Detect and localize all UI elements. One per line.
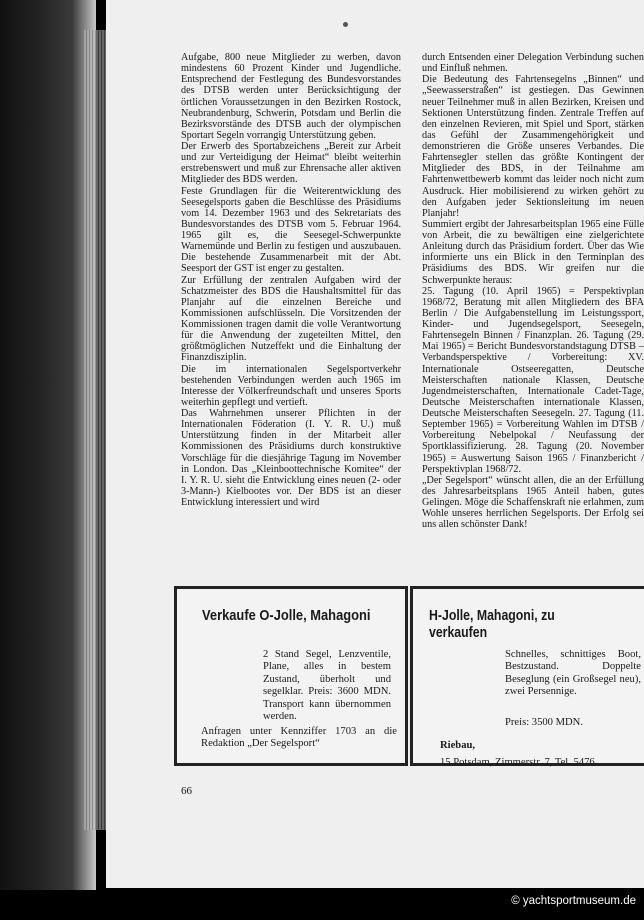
page-edges (84, 30, 106, 830)
paragraph: Die Bedeutung des Fahrtensegelns „Binnen“ und „Seewasserstraßen“ ist gestiegen. Das Gewinnen neuer Teilnehmer muß in allen Bezirken, Kreisen und Sektionen Unterstützung finden. Zentrale Treffen auf den einzelnen Revieren, mit Spiel und Sport, stärken das Gefühl der Zusammengehörigkeit und demonstrieren die Größe unseres Verbandes. Die Fahrtensegler stellen das größte Kontingent der Mitglieder des BDS, in der Teilnahme am Fahrtenwettbewerb kommt das leider noch nicht zum Ausdruck. Hier mobilisierend zu wirken gehört zu den Aufgaben jeder Sektionsleitung im neuen Planjahr! (422, 74, 644, 219)
left-column (181, 52, 401, 508)
paragraph: durch Entsenden einer Delegation Verbindung suchen und Einfluß nehmen. (422, 52, 644, 75)
paragraph: 25. Tagung (10. April 1965) = Perspektivplan 1968/72, Beratung mit allen Mitgliedern des BFA Berlin / Die Aufgabenstellung im Leistungssport, Kinder- und Jugendsegelsport, Seesegeln, Fahrtensegeln Binnen / Finanzplan. 26. Tagung (29. Mai 1965) = Bericht Bundesvorstandstagung DTSB – Verbandsperspektive / Vorbereitung: XV. Internationale Ostseeregatten, Deutsche Meisterschaften nationale Klassen, Deutsche Jugendmeisterschaften, Internationale Cadet-Tage, Deutsche Meisterschaften internationale Klassen, Deutsche Meisterschaften Seesegeln. 27. Tagung (11. September 1965) = Vorbereitung Wahlen im DTSB / Vorbereitung Nebelpokal / Neufassung der Sportklassifizierung. 28. Tagung (20. November 1965) = Auswertung Saison 1965 / Finanzbericht / Perspektivplan 1968/72. (422, 285, 644, 475)
page-dot (343, 22, 348, 27)
ad-title: H-Jolle, Mahagoni, zu verkaufen (429, 607, 555, 641)
paragraph: Feste Grundlagen für die Weiterentwicklung des Seesegelsports gaben die Beschlüsse des Präsidiums vom 14. Dezember 1963 und des Sekretariats des Bundesvorstandes des DTSB vom 5. Februar 1964. 1965 gilt es, die Seesegel-Schwerpunkte Warnemünde und Berlin zu festigen und auszubauen. Die bestehende Zusammenarbeit mit der Abt. Seesport der GST ist enger zu gestalten. (181, 185, 401, 275)
ad-body: 2 Stand Segel, Lenzventile, Plane, alles in bestem Zustand, überholt und segelklar. Preis: 3600 MDN. Transport kann übernommen werden. (263, 649, 391, 723)
classified-ad-o-jolle (174, 586, 408, 766)
book-spine (0, 0, 96, 890)
paragraph: Summiert ergibt der Jahresarbeitsplan 1965 eine Fülle von Arbeit, die zu bewältigen eine zielgerichtete Anleitung durch das Präsidium fordert. Über das Wie informierte uns ein Blick in den Terminplan des Präsidiums des BDS. Wir greifen nur die Schwerpunkte heraus: (422, 218, 644, 286)
paragraph: Aufgabe, 800 neue Mitglieder zu werben, davon mindestens 60 Prozent Kinder und Jugendliche. Entsprechend der Festlegung des Bundesvorstandes des DTSB werden unter Berücksichtigung der örtlichen Voraussetzungen in den Bezirken Rostock, Neubrandenburg, Schwerin, Potsdam und Berlin die Bezirksvorstände des DTSB auch der olympischen Sportart Segeln vorrangig Unterstützung geben. (181, 52, 401, 141)
paragraph: Zur Erfüllung der zentralen Aufgaben wird der Schatzmeister des BDS die Haushaltsmittel für das Planjahr auf die einzelnen Bereiche und Kommissionen aufschlüsseln. Die Vorsitzenden der Kommissionen tragen damit die volle Verantwortung für die Anwendung der zugeteilten Mittel, den größtmöglichen Nutzeffekt und die Einhaltung der Finanzdisziplin. (181, 274, 401, 364)
paragraph: Die im internationalen Segelsportverkehr bestehenden Verbindungen werden auch 1965 im Interesse der Völkerfreundschaft und unseres Sports weiterhin gepflegt und vertieft. (181, 363, 401, 408)
page-number: 66 (181, 785, 192, 797)
paragraph: „Der Segelsport“ wünscht allen, die an der Erfüllung des Jahresarbeitsplans 1965 Anteil haben, gutes Gelingen. Möge die Schaffenskraft nie erlahmen, zum Wohle unseres herrlichen Segelsports. Der Erfolg sei uns allen schönster Dank! (422, 474, 644, 531)
classified-ad-h-jolle (410, 586, 644, 766)
right-column (422, 52, 644, 530)
copyright-watermark: © yachtsportmuseum.de (511, 895, 636, 907)
magazine-page (106, 0, 644, 888)
ad-body: Schnelles, schnittiges Boot, Bestzustand. Doppelte Beseglung (ein Großsegel neu), zwei Persennige. (505, 649, 641, 698)
ad-title: Verkaufe O-Jolle, Mahagoni (202, 607, 371, 624)
ad-contact-name: Riebau, (440, 740, 476, 751)
ad-footer: Anfragen unter Kennziffer 1703 an die Redaktion „Der Segelsport“ (201, 726, 397, 750)
paragraph: Der Erwerb des Sportabzeichens „Bereit zur Arbeit und zur Verteidigung der Heimat“ bleibt weiterhin erstrebenswert und muß zur Ehrensache aller aktiven Mitglieder des BDS werden. (181, 141, 401, 186)
paragraph: Das Wahrnehmen unserer Pflichten in der Internationalen Föderation (I. Y. R. U.) muß Unterstützung finden in der Mitarbeit aller Kommissionen des Präsidiums durch konstruktive Vorschläge für die diesjährige Tagung im November in London. Das „Kleinboottechnische Komitee“ der I. Y. R. U. sieht die Entwicklung eines neuen (2- oder 3-Mann-) Kielbootes vor. Der BDS ist an dieser Entwicklung interessiert und wird (181, 408, 401, 508)
ad-price: Preis: 3500 MDN. (505, 717, 583, 728)
ad-contact-address: 15 Potsdam, Zimmerstr. 7, Tel. 5476 (440, 757, 595, 768)
